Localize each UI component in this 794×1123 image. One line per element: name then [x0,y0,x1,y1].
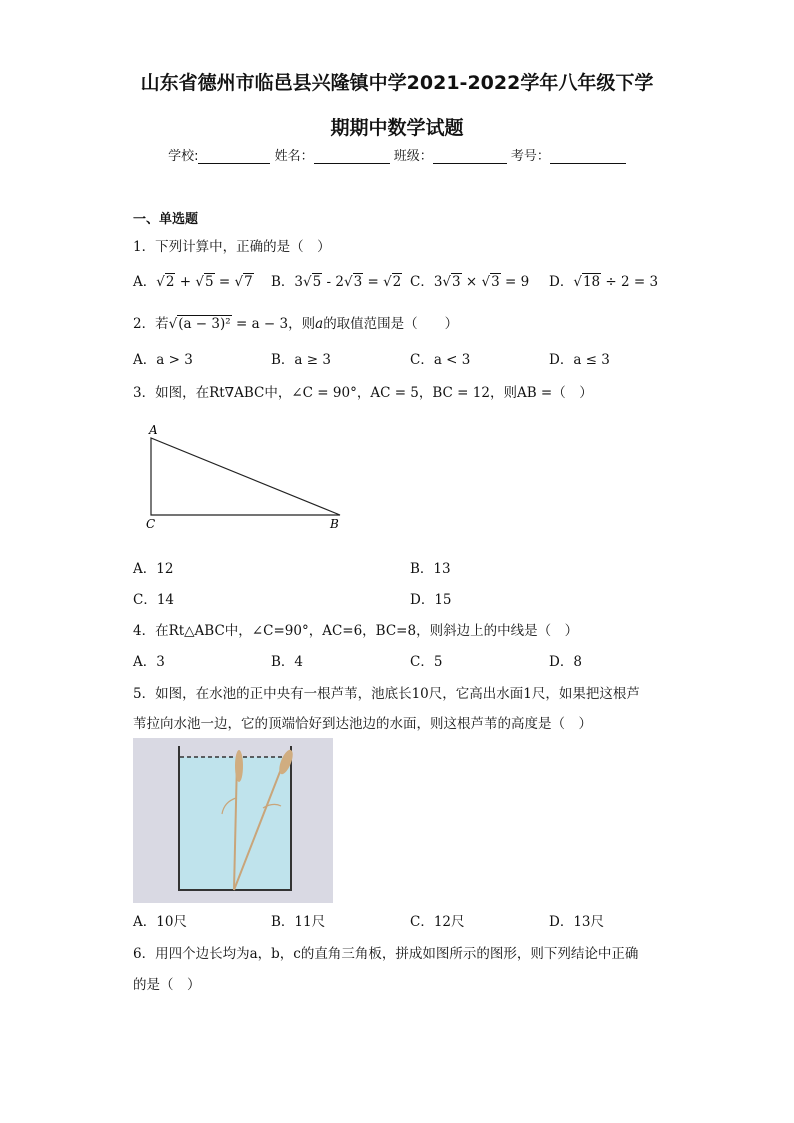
q2-option-c[interactable]: C．a < 3 [410,352,471,368]
q5-pond-reed-illustration [133,738,333,903]
sqrt-symbol: √ [573,274,582,290]
q1-c-rad2: 3 [491,274,500,290]
number-label: 考号： [510,149,550,164]
q1-c-prefix: C．3 [410,274,443,290]
student-info-line [0,145,794,164]
q3-option-c[interactable]: C．14 [133,592,175,608]
sqrt-symbol: √ [156,274,165,290]
q5-option-a[interactable]: A．10尺 [133,914,187,930]
q1-option-d[interactable] [549,270,658,290]
q3-label-a: A [149,423,158,437]
q2-option-d[interactable]: D．a ≤ 3 [549,352,610,368]
sqrt-symbol: √ [383,274,392,290]
q1-d-mid: ÷ 2 = 3 [601,274,659,290]
q1-d-rad1: 18 [582,274,601,290]
page-title-line2: 期期中数学试题 [330,117,464,139]
sqrt-symbol: √ [481,274,491,290]
q1-a-rad1: 2 [165,274,175,290]
q2-option-b[interactable]: B．a ≥ 3 [271,352,331,368]
q3-option-d[interactable]: D．15 [410,592,452,608]
q2-radicand: (a − 3)² [178,316,231,332]
school-label: 学校: [168,149,199,164]
sqrt-symbol: √ [442,274,452,290]
sqrt-symbol: √ [343,274,353,290]
q5-option-d[interactable]: D．13尺 [549,914,605,930]
q3-triangle [151,438,340,515]
q4-option-c[interactable]: C．5 [410,654,443,670]
q1-a-prefix: A． [133,274,157,290]
question-4-stem: 4．在Rt△ABC中，∠C=90°，AC=6，BC=8，则斜边上的中线是（ ） [133,623,579,639]
q3-label-b: B [330,517,339,531]
q1-option-a[interactable] [133,270,254,290]
school-blank[interactable] [198,149,270,164]
section-heading: 一、单选题 [133,212,199,227]
question-5-stem-line1: 5．如图，在水池的正中央有一根芦苇，池底长10尺，它高出水面1尺，如果把这根芦 [133,686,640,702]
q1-a-eq: = [214,274,235,290]
question-5-stem-line2: 苇拉向水池一边，它的顶端恰好到达池边的水面，则这根芦苇的高度是（ ） [133,716,592,732]
q2-option-a[interactable]: A．a > 3 [133,352,193,368]
q1-b-rad3: 2 [392,274,402,290]
q1-c-eq: = 9 [500,274,530,290]
q1-option-c[interactable] [410,270,529,290]
q5-option-b[interactable]: B．11尺 [271,914,326,930]
question-2-stem [133,312,458,332]
q1-c-rad1: 3 [452,274,461,290]
q1-b-rad1: 5 [312,274,322,290]
name-label: 姓名： [274,149,314,164]
q3-option-b[interactable]: B．13 [410,561,451,577]
q4-option-d[interactable]: D．8 [549,654,582,670]
q2-prefix: 2．若 [133,316,169,332]
q1-b-prefix: B．3 [271,274,304,290]
question-6-stem-line1: 6．用四个边长均为a，b，c的直角三角板，拼成如图所示的图形，则下列结论中正确 [133,946,639,962]
q1-option-b[interactable] [271,270,402,290]
q4-option-a[interactable]: A．3 [133,654,165,670]
question-1-stem: 1．下列计算中，正确的是（ ） [133,239,331,255]
q3-option-a[interactable]: A．12 [133,561,174,577]
q3-label-c: C [146,517,156,531]
q4-option-b[interactable]: B．4 [271,654,304,670]
q1-a-rad3: 7 [244,274,253,290]
q1-b-mid: - 2 [322,274,344,290]
class-blank[interactable] [433,149,507,164]
q1-b-rad2: 3 [353,274,363,290]
question-3-stem: 3．如图，在Rt∇ABC中，∠C = 90°，AC = 5，BC = 12，则AB =（ ） [133,385,593,401]
sqrt-symbol: √ [303,274,312,290]
q1-a-rad2: 5 [204,274,214,290]
q5-option-c[interactable]: C．12尺 [410,914,465,930]
q2-mid: = a − 3，则 [231,316,316,332]
q2-post: 的取值范围是（ ） [323,316,459,332]
sqrt-symbol: √ [234,274,244,290]
name-blank[interactable] [314,149,390,164]
q1-a-mid: + [175,274,196,290]
q1-c-mid: × [461,274,482,290]
q2-variable: a [315,316,324,332]
question-6-stem-line2: 的是（ ） [133,977,201,993]
number-blank[interactable] [550,149,626,164]
page-title: 山东省德州市临邑县兴隆镇中学2021-2022学年八年级下学 [140,72,654,94]
q3-triangle-diagram [140,420,360,535]
q1-d-prefix: D． [549,274,574,290]
q1-b-eq: = [363,274,384,290]
class-label: 班级： [393,149,433,164]
sqrt-symbol: √ [195,274,204,290]
sqrt-symbol: √ [168,316,178,332]
